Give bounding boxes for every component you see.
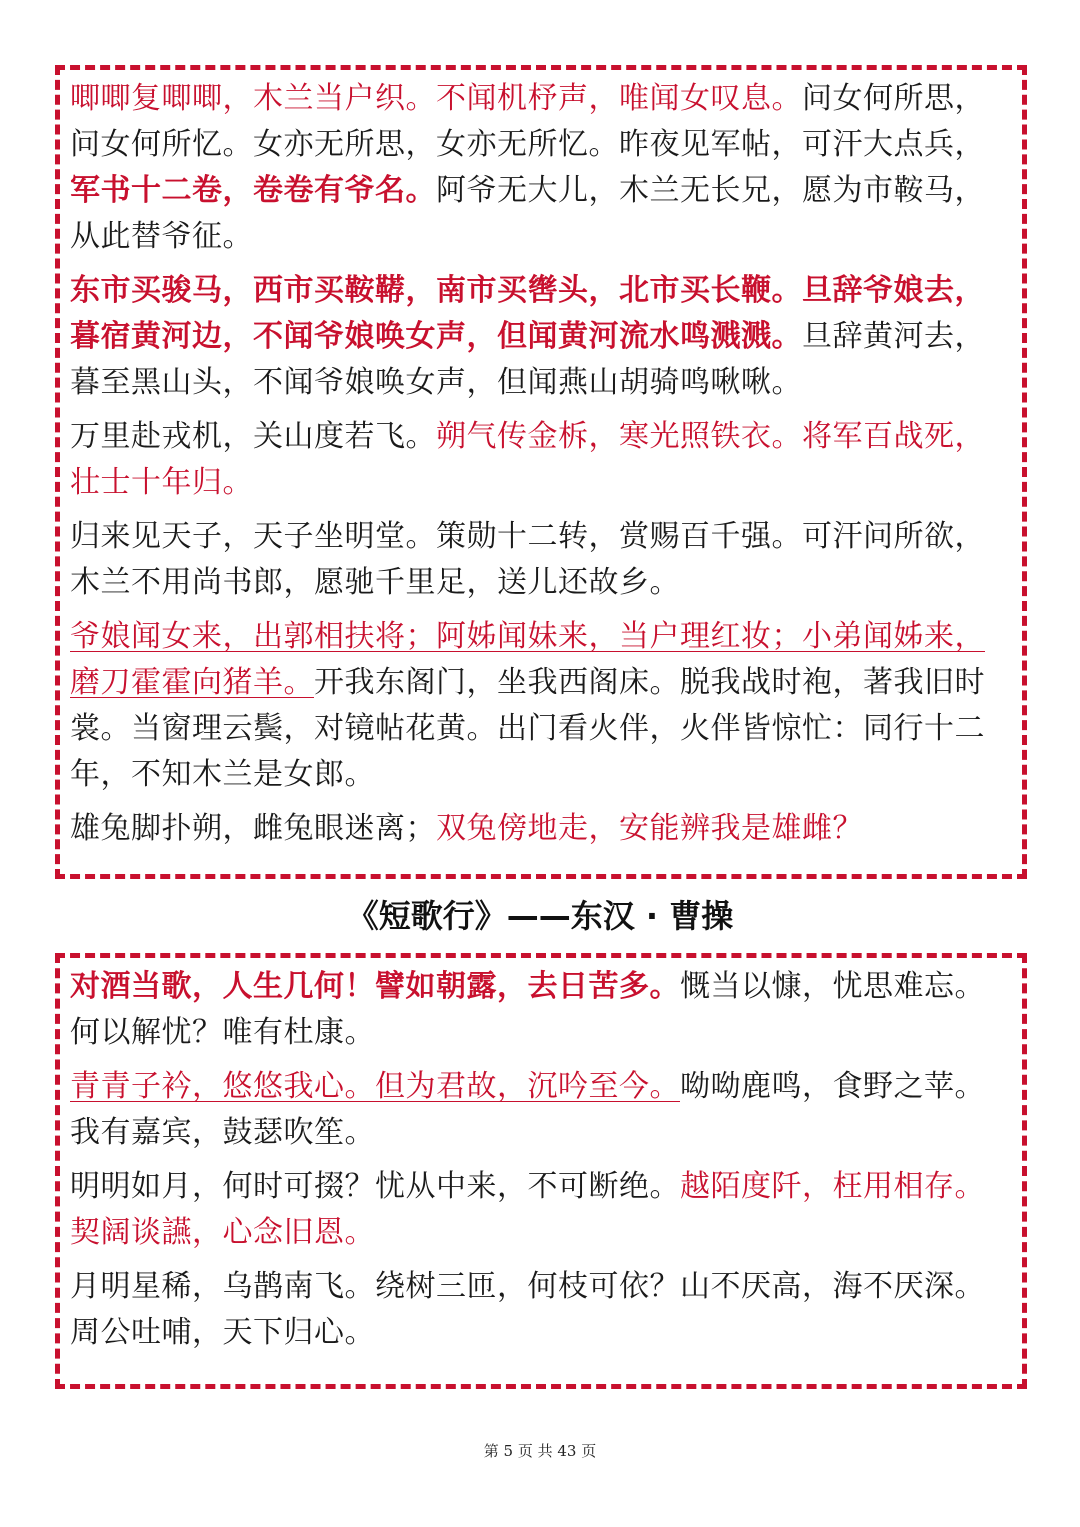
poem-paragraph xyxy=(70,414,1014,506)
poem-text: 雄兔脚扑朔，雌兔眼迷离； xyxy=(70,811,436,846)
highlighted-poem-text: 朔气传金柝，寒光照铁衣。将军百战死，壮士十年归。 xyxy=(70,419,985,500)
highlighted-poem-text: 军书十二卷，卷卷有爷名。 xyxy=(70,173,436,208)
highlighted-poem-text: 对酒当歌，人生几何！譬如朝露，去日苦多。 xyxy=(70,969,680,1004)
poem-text: 万里赴戎机，关山度若飞。 xyxy=(70,419,436,454)
poem-text: 呦呦鹿鸣，食野之苹。我有嘉宾，鼓瑟吹笙。 xyxy=(70,1069,985,1150)
poem-paragraph xyxy=(70,268,1014,406)
poem-text: 旦辞黄河去，暮至黑山头，不闻爷娘唤女声，但闻燕山胡骑鸣啾啾。 xyxy=(70,319,985,400)
poem-paragraph xyxy=(70,1164,1014,1256)
poem-text: 阿爷无大儿，木兰无长兄，愿为市鞍马，从此替爷征。 xyxy=(70,173,985,254)
highlighted-poem-text: 东市买骏马，西市买鞍鞯，南市买辔头，北市买长鞭。旦辞爷娘去，暮宿黄河边，不闻爷娘唤女声，但闻黄河流水鸣溅溅。 xyxy=(70,273,985,354)
highlighted-poem-text: 唧唧复唧唧，木兰当户织。不闻机杼声，唯闻女叹息。 xyxy=(70,81,802,116)
page-number: 第 5 页 共 43 页 xyxy=(483,1442,597,1460)
poem-paragraph xyxy=(70,514,1014,606)
poem-paragraph xyxy=(70,1264,1014,1356)
poem-mulan-box xyxy=(55,65,1027,879)
highlighted-poem-text: 爷娘闻女来，出郭相扶将；阿姊闻妹来，当户理红妆；小弟闻姊来，磨刀霍霍向猪羊。 xyxy=(70,619,985,700)
poem-paragraph xyxy=(70,806,1014,852)
poem-text: 月明星稀，乌鹊南飞。绕树三匝，何枝可依？山不厌高，海不厌深。周公吐哺，天下归心。 xyxy=(70,1269,985,1350)
poem-title: 《短歌行》——东汉 · 曹操 xyxy=(346,897,734,935)
highlighted-poem-text: 越陌度阡，枉用相存。契阔谈讌，心念旧恩。 xyxy=(70,1169,985,1250)
poem-text: 归来见天子，天子坐明堂。策勋十二转，赏赐百千强。可汗问所欲，木兰不用尚书郎，愿驰千里足，送儿还故乡。 xyxy=(70,519,985,600)
poem-text: 开我东阁门，坐我西阁床。脱我战时袍，著我旧时裳。当窗理云鬓，对镜帖花黄。出门看火伴，火伴皆惊忙：同行十二年，不知木兰是女郎。 xyxy=(70,665,985,792)
poem-text: 慨当以慷，忧思难忘。何以解忧？唯有杜康。 xyxy=(70,969,985,1050)
poem-paragraph xyxy=(70,76,1014,260)
poem-duangexing-box xyxy=(55,953,1027,1389)
poem-paragraph xyxy=(70,964,1014,1056)
highlighted-poem-text: 青青子衿，悠悠我心。但为君故，沉吟至今。 xyxy=(70,1069,680,1104)
poem-paragraph xyxy=(70,614,1014,798)
highlighted-poem-text: 双兔傍地走，安能辨我是雄雌？ xyxy=(436,811,863,846)
poem-text: 明明如月，何时可掇？忧从中来，不可断绝。 xyxy=(70,1169,680,1204)
poem-text: 问女何所思，问女何所忆。女亦无所思，女亦无所忆。昨夜见军帖，可汗大点兵， xyxy=(70,81,985,162)
poem-paragraph xyxy=(70,1064,1014,1156)
